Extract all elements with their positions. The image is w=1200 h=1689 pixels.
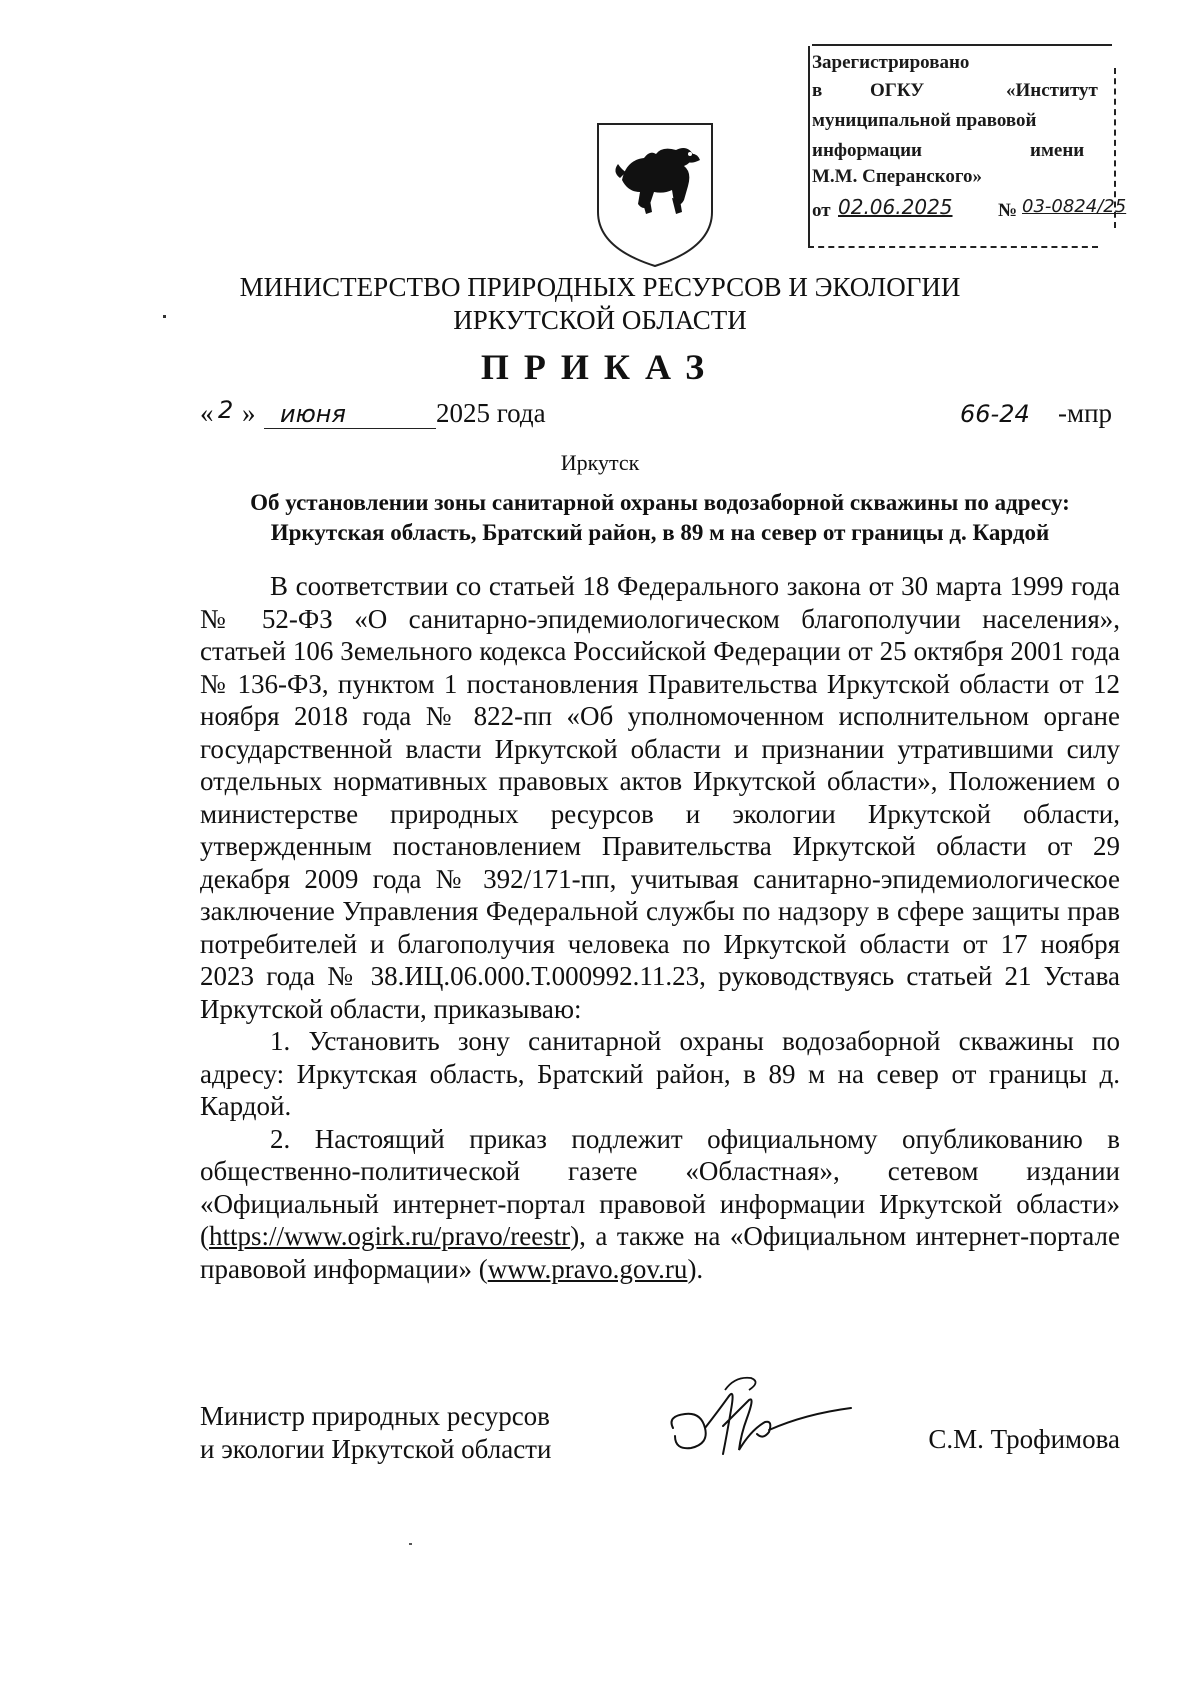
document-title: ПРИКАЗ (480, 347, 720, 387)
pravo-gov-link[interactable]: www.pravo.gov.ru (487, 1253, 688, 1284)
month-underline (264, 428, 436, 429)
signatory-name: С.М. Трофимова (928, 1424, 1120, 1454)
preamble-paragraph: В соответствии со статьей 18 Федерального закона от 30 марта 1999 года № 52-ФЗ «О санитарно-эпидемиологическом благополучии населения», статьей 106 Земельного кодекса Российской Федерации от 25 октября 2001 года № 136-ФЗ, пунктом 1 постановления Правительства Иркутской области от 12 ноября 2018 года № 822-пп «Об уполномоченном исполнительном органе государственной власти Иркутской области и признании утратившими силу отдельных нормативных правовых актов Иркутской области», Положением о министерстве природных ресурсов и экологии Иркутской области, утвержденным постановлением Правительства Иркутской области от 29 декабря 2009 года № 392/171-пп, учитывая санитарно-эпидемиологическое заключение Управления Федеральной службы по надзору в сфере защиты прав потребителей и благополучия человека по Иркутской области от 17 ноября 2023 года № 38.ИЦ.06.000.Т.000992.11.23, руководствуясь статьей 21 Устава Иркутской области, приказываю: (200, 571, 1120, 1024)
order-item-2: 2. Настоящий приказ подлежит официальному опубликованию в общественно-политической газете «Областная», сетевом издании «Официальный интернет-портал правовой информации Иркутской области» (https://www.ogirk.ru/pravo/reestr), а также на «Официальном интернет-портале правовой информации» (www.pravo.gov.ru). (200, 1123, 1120, 1284)
handwritten-signature (665, 1370, 865, 1480)
order-subject (200, 488, 1120, 548)
signatory-position: Министр природных ресурсов и экологии Иркутской области (200, 1401, 552, 1464)
order-body (200, 570, 1120, 1285)
order-item-1: 1. Установить зону санитарной охраны водозаборной скважины по адресу: Иркутская область, Братский район, в 89 м на север от границы д. Кардой. (200, 1026, 1120, 1121)
stamp-line: Зарегистрировано (812, 52, 970, 73)
stamp-border (812, 44, 1112, 46)
issue-city: Иркутск (560, 450, 640, 475)
order-day: 2 (218, 396, 234, 424)
registration-stamp: Зарегистрировано в ОГКУ «Институт муниципальной правовой информации имени М.М. Сперанского» от 02.06.2025 № 03-0824/25 (812, 50, 1114, 246)
order-date-row: « 2 » июня 2025 года 66-24 -мпр (200, 396, 1113, 428)
coat-of-arms-emblem (592, 120, 718, 268)
ogirk-link[interactable]: https://www.ogirk.ru/pravo/reestr (209, 1221, 571, 1251)
ministry-name-line1: МИНИСТЕРСТВО ПРИРОДНЫХ РЕСУРСОВ И ЭКОЛОГИИ (239, 272, 961, 302)
order-year: 2025 года (436, 398, 546, 428)
stamp-line: муниципальной правовой (812, 110, 1037, 131)
order-month: июня (280, 400, 346, 428)
order-number-handwritten: 66-24 (960, 400, 1030, 428)
scan-speck (409, 1543, 412, 1545)
stamp-border (808, 46, 810, 246)
stamp-number: 03-0824/25 (1022, 196, 1127, 217)
stamp-line: М.М. Сперанского» (812, 166, 983, 187)
order-number-suffix: -мпр (1058, 398, 1113, 428)
stamp-border (808, 246, 1098, 248)
ministry-name-line2: ИРКУТСКОЙ ОБЛАСТИ (453, 305, 747, 335)
subject-line1: Об установлении зоны санитарной охраны водозаборной скважины по адресу: (250, 490, 1070, 515)
subject-line2: Иркутская область, Братский район, в 89 м на север от границы д. Кардой (270, 520, 1050, 545)
stamp-date: 02.06.2025 (838, 195, 953, 219)
